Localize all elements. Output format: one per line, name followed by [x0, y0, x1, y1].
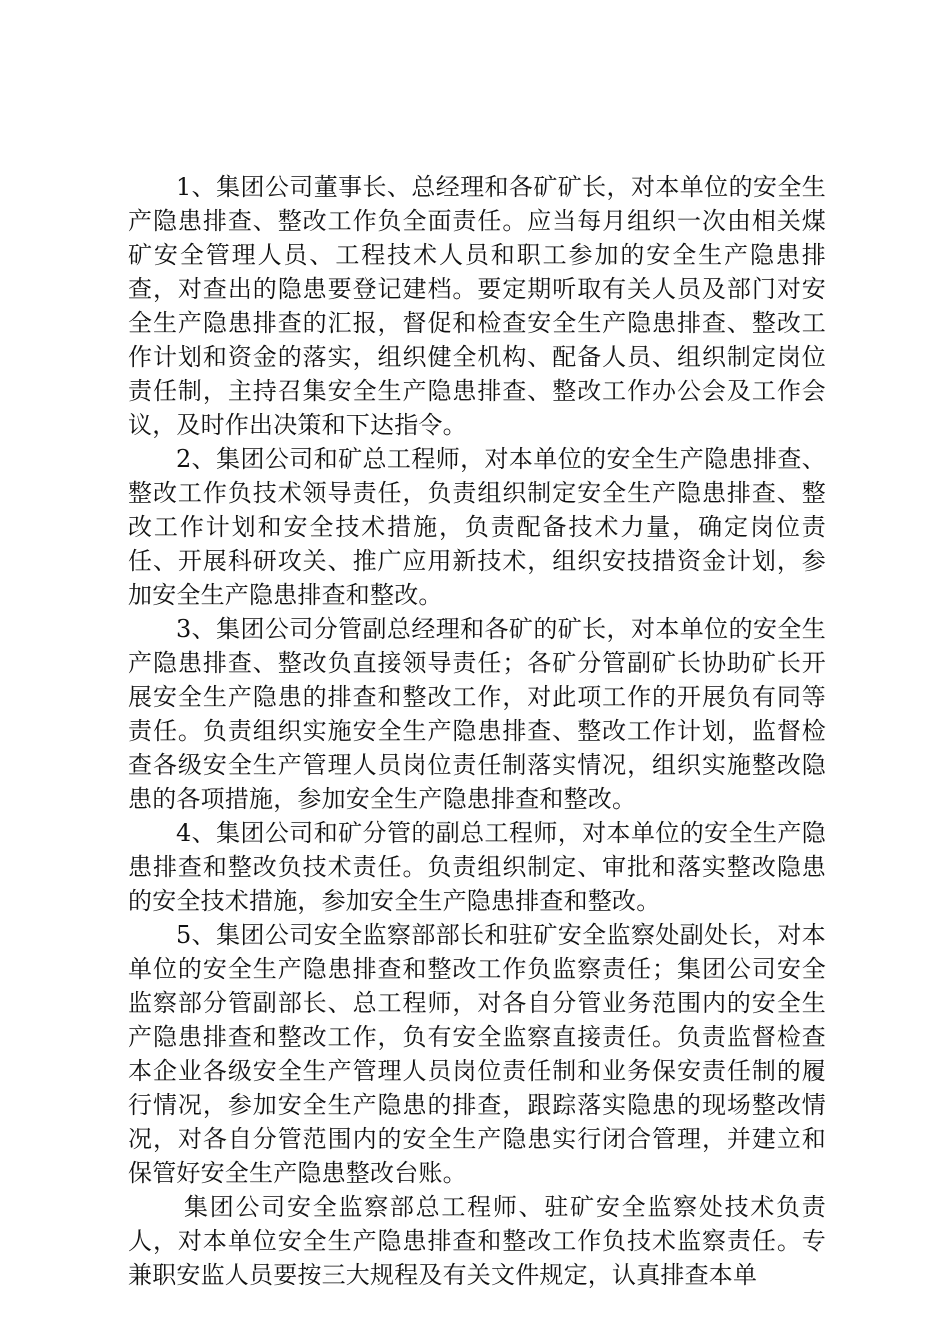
paragraph-1: 1、集团公司董事长、总经理和各矿矿长，对本单位的安全生产隐患排查、整改工作负全面责任。应当每月组织一次由相关煤矿安全管理人员、工程技术人员和职工参加的安全生产隐患排查，对查出的隐患要登记建档。要定期听取有关人员及部门对安全生产隐患排查的汇报，督促和检查安全生产隐患排查、整改工作计划和资金的落实，组织健全机构、配备人员、组织制定岗位责任制，主持召集安全生产隐患排查、整改工作办公会及工作会议，及时作出决策和下达指令。 — [128, 173, 826, 439]
paragraph-5: 5、集团公司安全监察部部长和驻矿安全监察处副处长，对本单位的安全生产隐患排查和整改工作负监察责任；集团公司安全监察部分管副部长、总工程师，对各自分管业务范围内的安全生产隐患排查和整改工作，负有安全监察直接责任。负责监督检查本企业各级安全生产管理人员岗位责任制和业务保安责任制的履行情况，参加安全生产隐患的排查，跟踪落实隐患的现场整改情况，对各自分管范围内的安全生产隐患实行闭合管理，并建立和保管好安全生产隐患整改台账。 — [128, 921, 826, 1187]
paragraph-4: 4、集团公司和矿分管的副总工程师，对本单位的安全生产隐患排查和整改负技术责任。负责组织制定、审批和落实整改隐患的安全技术措施，参加安全生产隐患排查和整改。 — [128, 819, 826, 915]
paragraph-2: 2、集团公司和矿总工程师，对本单位的安全生产隐患排查、整改工作负技术领导责任，负责组织制定安全生产隐患排查、整改工作计划和安全技术措施，负责配备技术力量，确定岗位责任、开展科研攻关、推广应用新技术，组织安技措资金计划，参加安全生产隐患排查和整改。 — [128, 445, 826, 609]
paragraph-6: 集团公司安全监察部总工程师、驻矿安全监察处技术负责人，对本单位安全生产隐患排查和整改工作负技术监察责任。专兼职安监人员要按三大规程及有关文件规定，认真排查本单 — [128, 1193, 826, 1289]
document-body — [128, 170, 826, 1292]
paragraph-3: 3、集团公司分管副总经理和各矿的矿长，对本单位的安全生产隐患排查、整改负直接领导责任；各矿分管副矿长协助矿长开展安全生产隐患的排查和整改工作，对此项工作的开展负有同等责任。负责组织实施安全生产隐患排查、整改工作计划，监督检查各级安全生产管理人员岗位责任制落实情况，组织实施整改隐患的各项措施，参加安全生产隐患排查和整改。 — [128, 615, 826, 813]
